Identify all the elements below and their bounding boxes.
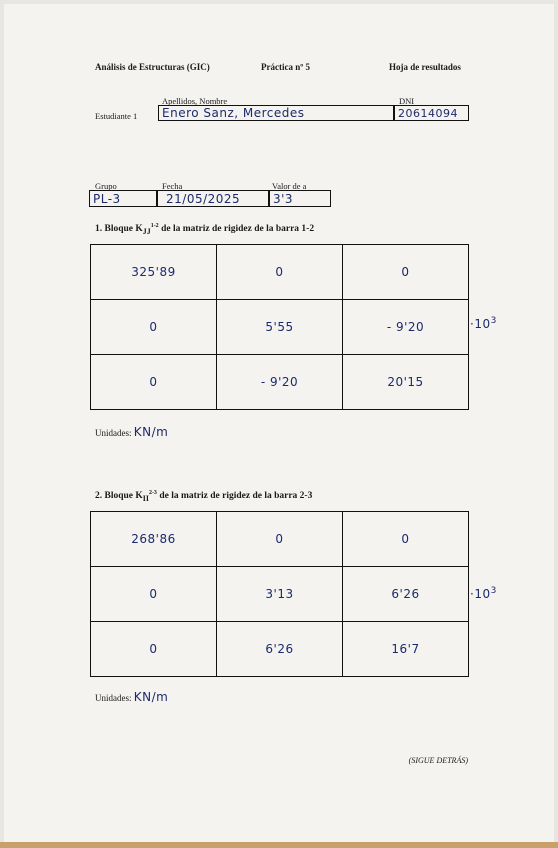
matrix-cell <box>343 300 469 355</box>
matrix-cell <box>91 300 217 355</box>
units-label: Unidades: <box>95 693 132 703</box>
cell-value: 5'55 <box>265 320 294 334</box>
matrix-cell <box>217 512 343 567</box>
section-1-title-post: de la matriz de rigidez de la barra 1-2 <box>158 224 315 235</box>
cell-value: 0 <box>149 587 158 601</box>
a-value: 3'3 <box>273 191 294 206</box>
name-value: Enero Sanz, Mercedes <box>162 106 305 120</box>
group-field <box>89 190 157 207</box>
group-label: Grupo <box>95 181 117 191</box>
cell-value: 0 <box>149 320 158 334</box>
cell-value: 325'89 <box>131 265 176 279</box>
multiplier-dot: · <box>470 587 475 601</box>
units-2 <box>95 690 168 704</box>
matrix-cell <box>343 355 469 410</box>
practice-number: Práctica nº 5 <box>261 62 310 72</box>
matrix-1-table <box>90 244 469 410</box>
cell-value: 0 <box>149 642 158 656</box>
cell-value: - 9'20 <box>260 375 299 389</box>
date-label: Fecha <box>162 181 183 191</box>
multiplier-base: 10 <box>474 587 491 601</box>
date-field <box>157 190 269 207</box>
section-1-number: 1. <box>95 224 103 235</box>
table-row <box>91 300 469 355</box>
matrix-cell <box>217 622 343 677</box>
cell-value: 0 <box>275 265 284 279</box>
units-value: KN/m <box>133 690 169 704</box>
section-2-title <box>95 490 312 503</box>
multiplier-base: 10 <box>474 317 491 331</box>
sheet-title: Hoja de resultados <box>389 62 461 72</box>
matrix-cell <box>91 622 217 677</box>
matrix-cell <box>343 567 469 622</box>
matrix-cell <box>343 245 469 300</box>
cell-value: 6'26 <box>265 642 294 656</box>
matrix-cell <box>217 567 343 622</box>
page-edge <box>0 842 558 848</box>
multiplier-exponent: 3 <box>490 316 497 326</box>
multiplier-1 <box>470 316 497 331</box>
section-1-subscript: JJ <box>142 227 151 237</box>
matrix-cell <box>91 245 217 300</box>
matrix-cell <box>91 567 217 622</box>
name-field <box>158 105 394 121</box>
units-value: KN/m <box>133 425 169 439</box>
table-row <box>91 567 469 622</box>
cell-value: 0 <box>401 265 410 279</box>
table-row <box>91 355 469 410</box>
cell-value: 0 <box>401 532 410 546</box>
section-2-subscript: II <box>142 494 149 504</box>
dni-field <box>394 105 469 121</box>
multiplier-2 <box>470 586 497 601</box>
matrix-cell <box>343 622 469 677</box>
multiplier-exponent: 3 <box>490 586 497 596</box>
a-label: Valor de a <box>272 181 307 191</box>
cell-value: - 9'20 <box>386 320 425 334</box>
student-label: Estudiante 1 <box>95 111 138 121</box>
section-2-title-post: de la matriz de rigidez de la barra 2-3 <box>156 491 313 502</box>
matrix-cell <box>217 245 343 300</box>
cell-value: 0 <box>149 375 158 389</box>
matrix-cell <box>91 355 217 410</box>
continue-note: (SIGUE DETRÁS) <box>408 756 468 765</box>
date-value: 21/05/2025 <box>166 191 241 206</box>
matrix-cell <box>91 512 217 567</box>
matrix-cell <box>217 355 343 410</box>
group-value: PL-3 <box>93 191 121 206</box>
cell-value: 6'26 <box>391 587 420 601</box>
section-1-superscript: 1-2 <box>150 223 159 229</box>
cell-value: 16'7 <box>391 642 420 656</box>
dni-value: 20614094 <box>398 106 458 120</box>
multiplier-dot: · <box>470 317 475 331</box>
cell-value: 3'13 <box>265 587 294 601</box>
cell-value: 0 <box>275 532 284 546</box>
units-1 <box>95 425 168 439</box>
dni-label: DNI <box>399 96 415 106</box>
units-label: Unidades: <box>95 428 132 438</box>
matrix-cell <box>217 300 343 355</box>
table-row <box>91 512 469 567</box>
cell-value: 268'86 <box>131 532 176 546</box>
course-title: Análisis de Estructuras (GIC) <box>95 62 210 72</box>
a-value-field <box>269 190 331 207</box>
document-page <box>4 4 554 842</box>
section-2-title-pre: Bloque K <box>104 491 143 502</box>
table-row <box>91 245 469 300</box>
name-label: Apellidos, Nombre <box>162 96 228 106</box>
section-2-number: 2. <box>95 491 103 502</box>
table-row <box>91 622 469 677</box>
matrix-2-table <box>90 511 469 677</box>
section-2-superscript: 2-3 <box>148 490 157 496</box>
section-1-title-pre: Bloque K <box>104 224 143 235</box>
cell-value: 20'15 <box>387 375 424 389</box>
section-1-title <box>95 223 314 236</box>
matrix-cell <box>343 512 469 567</box>
